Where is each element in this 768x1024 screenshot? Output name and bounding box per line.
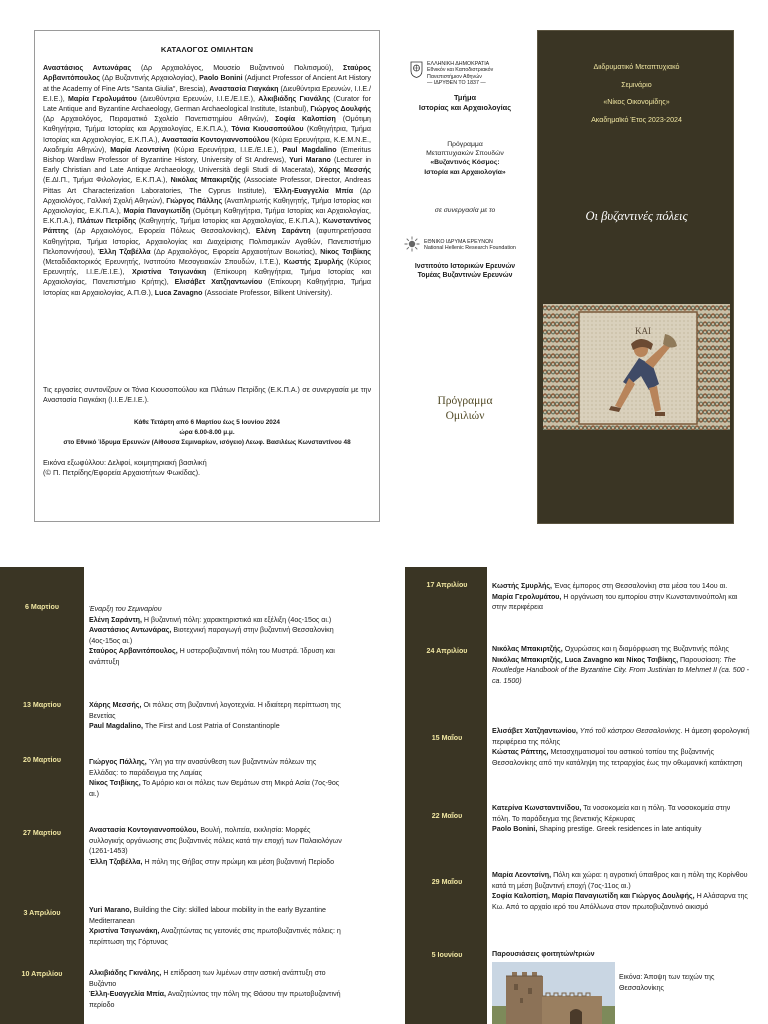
talk-item [89, 625, 345, 646]
session-talks [89, 825, 345, 867]
talk-speaker: Αναστασία Κοντογιαννοπούλου, [89, 826, 199, 834]
cover-title: Οι βυζαντινές πόλεις [585, 209, 688, 223]
cover-caption [43, 458, 371, 479]
talk-speaker: Ελένη Σαράντη, [89, 615, 142, 624]
talk-item [492, 726, 750, 747]
department-name [400, 93, 530, 113]
speaker-affiliation: (Καθηγητής, Τμήμα Ιστορίας και Αρχαιολογίας, Ε.Κ.Π.Α.), [138, 217, 321, 226]
talk-title: Η Αλάσαρνα της Κω. Από το αρχαίο ιερό του Απόλλωνα στον πρωτοβυζαντινό οικισμό [492, 892, 748, 911]
session-talks [492, 726, 750, 768]
talk-item [492, 747, 750, 768]
uoa-line2: Εθνικόν και Καποδιστριακόν [427, 67, 494, 74]
speaker-name: Πλάτων Πετρίδης [77, 217, 137, 226]
speaker-affiliation: (Επίκουρη Καθηγήτρια, Τμήμα Ιστορίας και Αρχαιολογίας, Πανεπιστήμιο Κρήτης), [43, 268, 371, 287]
session-date: 22 Μαΐου [431, 812, 463, 820]
session-date: 17 Απριλίου [426, 581, 468, 589]
speaker-affiliation: (Lecturer in Early Christian and Late Antique Archaeology, Università degli Studi di Macerata), [43, 156, 371, 175]
talk-title-rest: . Η άμεση φορολογική περιφέρεια της πόλης [492, 727, 750, 746]
talk-speaker: Yuri Marano, [89, 906, 132, 914]
mosaic-image [543, 304, 730, 430]
institute-line2: Τομέας Βυζαντινών Ερευνών [417, 272, 513, 280]
talk-title-italic: The Routledge Handbook of the Byzantine City. From Justinian to Mehmet II (ca. 500 - ca. 1500) [492, 655, 749, 685]
talk-title-italic: Υπό τοῦ κάστρου Θεσσαλονίκης [579, 727, 681, 735]
session-date: 5 Ιουνίου [431, 951, 463, 959]
talk-speaker: Ελισάβετ Χατζηαντωνίου, [492, 727, 578, 735]
speakers-title: ΚΑΤΑΛΟΓΟΣ ΟΜΙΛΗΤΩΝ [160, 45, 254, 54]
speaker-affiliation: (Κύριος Ερευνητής, Ι.Ι.Ε./Ε.Ι.Ε.), [43, 258, 371, 277]
speaker-name: Paul Magdalino [282, 145, 337, 154]
speaker-name: Μαρία Γερολυμάτου [68, 94, 137, 103]
speaker-affiliation: (Δρ Αρχαιολόγος, Εφορεία Αρχαιοτήτων Βοιωτίας), [153, 247, 318, 256]
speaker-affiliation: (Διευθύντρια Ερευνών, Ι.Ι.Ε./Ε.Ι.Ε.), [43, 84, 371, 103]
talk-title: Η επίδραση των λιμένων στην αστική ανάπτυξη στο Βυζάντιο [89, 969, 326, 988]
speaker-name: Αναστασία Γιαγκάκη [209, 84, 279, 93]
speaker-name: Έλλη-Ευαγγελία Μπία [273, 186, 354, 195]
talk-item [492, 870, 750, 891]
talk-item [89, 700, 345, 721]
talk-item [89, 989, 345, 1010]
talk-speaker: Αναστάσιος Αντωνάρας, [89, 626, 172, 634]
talk-title: Παρουσίαση: [680, 655, 724, 664]
talk-item [492, 824, 750, 835]
institutions-panel [400, 30, 530, 522]
talk-item [492, 644, 750, 655]
programme-line4: Ιστορία και Αρχαιολογία» [424, 168, 506, 176]
seminar-word: Σεμινάριο [621, 80, 652, 89]
talk-item [89, 926, 345, 947]
talk-speaker: Σταύρος Αρβανιτόπουλος, [89, 647, 178, 655]
speaker-name: Κωνσταντίνος Ράπτης [43, 217, 371, 236]
talk-speaker: Μαρία Λεοντσίνη, [492, 871, 552, 879]
session-date: 3 Απριλίου [23, 909, 61, 917]
talk-title: Το Αμόριο και οι πόλεις των Θεμάτων στη Μικρά Ασία (7ος-9ος αι.) [89, 779, 340, 798]
speaker-name: Χάρης Μεσσής [318, 166, 371, 175]
talk-title: Η βυζαντινή πόλη: χαρακτηριστικά και εξέλιξη (4ος-15ος αι.) [143, 615, 332, 624]
speaker-name: Χριστίνα Τσιγωνάκη [131, 268, 207, 277]
schedule-info [43, 418, 371, 448]
talk-item [89, 646, 345, 667]
department-line1: Τμήμα [453, 93, 477, 102]
speaker-name: Νικόλας Μπακιρτζής [170, 176, 241, 185]
mosaic-inscription: ΚΑΙ [635, 326, 651, 336]
session-date: 24 Απριλίου [426, 647, 468, 655]
talk-item [89, 615, 345, 626]
talk-title: Η πόλη της Θήβας στην πρώιμη και μέση βυζαντινή Περίοδο [144, 857, 335, 866]
speaker-affiliation: (Emeritus Bishop Wardlaw Professor of Byzantine History, University of St Andrews), [43, 145, 371, 165]
talk-speaker: Κατερίνα Κωνσταντινίδου, [492, 804, 582, 812]
talk-speaker: Παρουσιάσεις φοιτητών/τριών [492, 950, 595, 958]
talk-title: Οχυρώσεις και η διαμόρφωση της Βυζαντινής πόλης [564, 645, 729, 653]
session-talks [89, 604, 345, 667]
thessaloniki-walls-image [492, 962, 615, 1024]
session-date: 29 Μαΐου [431, 878, 463, 886]
talk-speaker: Νικόλας Μπακιρτζής, [492, 645, 563, 653]
speaker-name: Αλκιβιάδης Γκινάλης [258, 94, 331, 103]
talk-item [492, 803, 750, 824]
talk-item [492, 949, 750, 960]
talk-speaker: Paul Magdalino, [89, 722, 143, 730]
uoa-line3: Πανεπιστήμιον Αθηνών [427, 73, 482, 80]
programme-line2: Μεταπτυχιακών Σπουδών [426, 150, 504, 158]
talk-item [89, 857, 345, 868]
talk-item [89, 757, 345, 778]
talk-title: Building the City: skilled labour mobility in the early Byzantine Mediterranean [89, 906, 326, 925]
session-talks [89, 757, 345, 799]
talk-speaker: Έλλη-Ευαγγελία Μπία, [89, 990, 167, 998]
talk-title: Μετασχηματισμοί του αστικού τοπίου της βυζαντινής Θεσσαλονίκης από την κατάληψη της τετραρχίας έως την οθωμανική κατάκτηση [492, 748, 743, 767]
talk-speaker: Μαρία Γερολυμάτου, [492, 592, 562, 601]
session-date: 20 Μαρτίου [23, 756, 61, 764]
speaker-affiliation: (Adjunct Professor of Ancient Art History at the Academy of Fine Arts "Santa Giulia", Brescia), [43, 74, 371, 93]
speaker-affiliation: (Αναπληρωτής Καθηγητής, Τμήμα Ιστορίας και Αρχαιολογίας, Ε.Κ.Π.Α.), [43, 196, 371, 216]
speaker-affiliation: (Δρ Αρχαιολόγος, Γαλλική Σχολή Αθηνών), [43, 186, 371, 205]
talk-title: Ένας έμπορος στη Θεσσαλονίκη στα μέσα του 14ου αι. [554, 582, 728, 590]
talk-title: Ύλη για την ανασύνθεση των βυζαντινών πόλεων της Ελλάδας: το παράδειγμα της Λαμίας [89, 758, 317, 777]
talk-item [89, 778, 345, 799]
talk-item [89, 825, 345, 857]
cover-caption-line2: (© Π. Πετρίδης/Εφορεία Αρχαιοτήτων Φωκίδας). [43, 468, 201, 478]
institute-line1: Ινστιτούτο Ιστορικών Ερευνών [414, 263, 516, 270]
programme-title-line2: Ομιλιών [445, 409, 485, 422]
speakers-list [43, 63, 371, 359]
speaker-name: Τόνια Κιουσοπούλου [231, 125, 304, 134]
cover-panel [537, 30, 734, 524]
speaker-name: Έλλη Τζαβέλλα [98, 247, 151, 256]
seminar-meta [538, 59, 735, 129]
speaker-affiliation: (Κύρια Ερευνήτρια, Κ.Ε.Μ.Ν.Ε., Ακαδημία Αθηνών), [43, 135, 371, 154]
talk-title: Η οργάνωση του εμπορίου στην Κωνσταντινούπολη και στην περιφέρεια [492, 592, 738, 611]
speaker-affiliation: (Associate Professor, Director, Andreas Pittas Art Characterization Laboratories, The Cyprus Institute), [43, 176, 371, 195]
seminar-type: Διιδρυματικό Μεταπτυχιακό [593, 63, 680, 71]
date-band-left [0, 567, 84, 1024]
speaker-name: Κωστής Σμυρλής [283, 258, 344, 267]
speaker-name: Yuri Marano [289, 156, 331, 165]
session-talks [492, 644, 750, 686]
postgrad-programme [400, 140, 530, 177]
speaker-affiliation: (αφυπηρετήσασα Καθηγήτρια, Τμήμα Ιστορίας, Αρχαιολογίας και Διαχείρισης Πολιτισμικών Αγαθών, Πανεπιστήμιο Πελοποννήσου), [43, 227, 371, 256]
uoa-line1: ΕΛΛΗΝΙΚΗ ΔΗΜΟΚΡΑΤΙΑ [427, 61, 490, 67]
talk-item [492, 655, 750, 687]
talk-speaker: Έλλη Τζαβέλλα, [89, 857, 143, 866]
speaker-name: Αναστάσιος Αντωνάρας [43, 64, 132, 73]
talk-item [492, 592, 750, 613]
session-talks [492, 803, 750, 835]
speaker-name: Ελισάβετ Χατζηαντωνίου [174, 278, 263, 287]
cover-caption-line1: Εικόνα εξωφύλλου: Δελφοί, κοιμητηριακή βασιλική [43, 457, 207, 467]
session-date: 10 Απριλίου [21, 970, 63, 978]
talk-title: Βιοτεχνική παραγωγή στην βυζαντινή Θεσσαλονίκη (4ος-15ος αι.) [89, 626, 334, 645]
talk-title: Shaping prestige. Greek residences in late antiquity [539, 825, 702, 833]
session-talks [492, 870, 750, 912]
talk-speaker: Αλκιβιάδης Γκινάλης, [89, 969, 162, 977]
program-panel-right [405, 567, 752, 1024]
speaker-affiliation: (Κύρια Ερευνήτρια, Ι.Ι.Ε./Ε.Ι.Ε.), [173, 145, 279, 154]
session-date: 6 Μαρτίου [25, 603, 59, 611]
speaker-affiliation: (Καθηγήτρια, Τμήμα Ιστορίας και Αρχαιολογίας, Ε.Κ.Π.Α.), [43, 125, 371, 144]
talk-item [89, 905, 345, 926]
academic-year: Ακαδημαϊκό Έτος 2023-2024 [591, 115, 682, 124]
speaker-affiliation: (Associate Professor, Bilkent University). [204, 288, 333, 297]
nhrf-line1: ΕΘΝΙΚΟ ΙΔΡΥΜΑ ΕΡΕΥΝΩΝ [424, 239, 493, 245]
talk-speaker: Νίκος Τσιβίκης, [89, 779, 141, 787]
talk-speaker: Γιώργος Πάλλης, [89, 758, 147, 766]
speaker-affiliation: (Δρ Βυζαντινής Αρχαιολογίας), [102, 74, 198, 83]
speaker-affiliation: (Δρ Αρχαιολόγος, Πειραματικό Σχολείο Πανεπιστημίου Αθηνών), [43, 115, 269, 124]
programme-line3: «Βυζαντινός Κόσμος: [430, 159, 500, 167]
uoa-line4: — ΙΔΡΥΘΕΝ ΤΟ 1837 — [427, 80, 486, 87]
talk-speaker: Κώστας Ράπτης, [492, 748, 549, 756]
talk-item [89, 721, 345, 732]
speaker-name: Νίκος Τσιβίκης [320, 247, 371, 256]
speaker-name: Γιώργος Πάλλης [166, 196, 223, 205]
programme-title-line1: Πρόγραμμα [437, 395, 493, 407]
talk-title: Οι πόλεις στη βυζαντινή λογοτεχνία. Η ιδιαίτερη περίπτωση της Βενετίας [89, 701, 341, 720]
talk-speaker: Κωστής Σμυρλής, [492, 582, 553, 590]
speaker-affiliation: (Ομότιμη Καθηγήτρια, Τμήμα Ιστορίας και Αρχαιολογίας, Ε.Κ.Π.Α.), [43, 207, 371, 226]
session-talks [89, 905, 345, 947]
talk-speaker: Χριστίνα Τσιγωνάκη, [89, 927, 160, 935]
schedule-time: ώρα 6.00-8.00 μ.μ. [179, 428, 235, 436]
speaker-affiliation: (Επίκουρη Καθηγήτρια, Τμήμα Ιστορίας και Αρχαιολογίας, Α.Π.Θ.), [43, 278, 371, 297]
institute-name [400, 262, 530, 281]
programme-line1: Πρόγραμμα [447, 141, 483, 148]
nhrf-line2: National Hellenic Research Foundation [424, 245, 516, 252]
talk-title: Η υστεροβυζαντινή πόλη του Μυστρά. Ίδρυση και ανάπτυξη [89, 647, 335, 666]
talk-item [89, 968, 345, 989]
seminar-name: «Νίκος Οικονομίδης» [603, 98, 670, 107]
speakers-panel [34, 30, 380, 522]
speaker-affiliation: (Διευθύντρια Ερευνών, Ι.Ι.Ε./Ε.Ι.Ε.), [140, 94, 255, 103]
speaker-name: Σοφία Καλοπίση [275, 115, 336, 124]
uoa-crest-icon [410, 61, 423, 78]
speaker-name: Γιώργος Δουλφής [310, 105, 371, 114]
talk-title: Βουλή, πολιτεία, εκκλησία: Μορφές συλλογικής οργάνωσης στις βυζαντινές πόλεις κατά την εποχή των Παλαιολόγων (1261-1453) [89, 826, 342, 855]
talk-speaker: Νικόλας Μπακιρτζής, Luca Zavagno και Νίκος Τσιβίκης, [492, 655, 679, 664]
speaker-affiliation: (Μεταδιδακτορικός Ερευνητής, Ινστιτούτο Μεσογειακών Σπουδών, Ι.Τ.Ε.), [43, 258, 281, 267]
speaker-name: Paolo Bonini [199, 74, 243, 83]
speaker-name: Σταύρος Αρβανιτόπουλος [43, 64, 371, 83]
talk-title: Αναζητώντας την πόλη της Θάσου την πρωτοβυζαντινή περίοδο [89, 990, 341, 1009]
collaboration-note: σε συνεργασία με το [434, 207, 496, 214]
session-date: 27 Μαρτίου [23, 829, 61, 837]
nhrf-sun-icon [404, 236, 420, 252]
session-opening: Έναρξη του Σεμιναρίου [89, 605, 162, 613]
talk-title: Πόλη και χώρα: η αγροτική ύπαιθρος και η πόλη της Κορίνθου κατά τη μέση βυζαντινή εποχή (7ος-11ος αι.) [492, 871, 748, 890]
session-talks [492, 581, 750, 613]
speaker-name: Ελένη Σαράντη [255, 227, 311, 236]
talk-title: The First and Lost Patria of Constantinople [144, 722, 280, 730]
walls-caption: Εικόνα: Άποψη των τειχών της Θεσσαλονίκης [619, 973, 715, 992]
session-date: 13 Μαρτίου [23, 701, 61, 709]
talk-speaker: Paolo Bonini, [492, 825, 538, 833]
uoa-logo [410, 61, 530, 87]
nhrf-logo [404, 236, 528, 252]
speaker-affiliation: (Ε.ΔΙ.Π., Τμήμα Φιλολογίας, Ε.Κ.Π.Α.), [43, 176, 168, 185]
talk-speaker: Σοφία Καλοπίση, Μαρία Παναγιωτίδη και Γιώργος Δουλφής, [492, 892, 695, 900]
programme-of-talks-title [400, 394, 530, 423]
speaker-affiliation: (Curator for Late Antique and Byzantine Archaeology, German Archaeological Institute, Istanbul), [43, 94, 371, 114]
session-date: 15 Μαΐου [431, 734, 463, 742]
talk-speaker: Χάρης Μεσσής, [89, 701, 142, 709]
session-talks [89, 968, 345, 1010]
speaker-affiliation: (Δρ Αρχαιολόγος, Εφορεία Πόλεως Θεσσαλονίκης), [74, 227, 251, 236]
department-line2: Ιστορίας και Αρχαιολογίας [418, 103, 512, 112]
speaker-name: Αναστασία Κοντογιαννοπούλου [161, 135, 270, 144]
speaker-affiliation: (Ομότιμη Καθηγήτρια, Τμήμα Ιστορίας και Αρχαιολογίας, Ε.Κ.Π.Α.), [43, 115, 371, 134]
talk-item [492, 581, 750, 592]
schedule-venue: στο Εθνικό Ίδρυμα Ερευνών (Αίθουσα Σεμιναρίων, ισόγειο) Λεωφ. Βασιλέως Κωνσταντίνου 48 [63, 438, 351, 446]
coordination-note: Τις εργασίες συντονίζουν οι Τόνια Κιουσοπούλου και Πλάτων Πετρίδης (Ε.Κ.Π.Α.) σε συνεργασία με την Αναστασία Γιαγκάκη (Ι.Ι.Ε./Ε.Ι.Ε.). [43, 386, 371, 405]
session-talks [89, 700, 345, 732]
program-panel-left [0, 567, 347, 1024]
session-talks [492, 949, 750, 960]
speaker-name: Μαρία Παναγιωτίδη [123, 207, 191, 216]
talk-title: Τα νοσοκομεία και η πόλη. Τα νοσοκομεία στην πόλη. Το παράδειγμα της βενετικής Κέρκυρας [492, 804, 731, 823]
talk-item [492, 891, 750, 912]
schedule-dates: Κάθε Τετάρτη από 6 Μαρτίου έως 5 Ιουνίου 2024 [134, 418, 280, 426]
speaker-name: Μαρία Λεοντσίνη [110, 145, 170, 154]
talk-title: Αναζητώντας τις γειτονιές στις πρωτοβυζαντινές πόλεις: η περίπτωση της Γόρτυνας [89, 927, 341, 946]
speaker-name: Luca Zavagno [154, 288, 203, 297]
speaker-affiliation: (Δρ Αρχαιολόγος, Μουσείο Βυζαντινού Πολιτισμού), [140, 64, 334, 73]
